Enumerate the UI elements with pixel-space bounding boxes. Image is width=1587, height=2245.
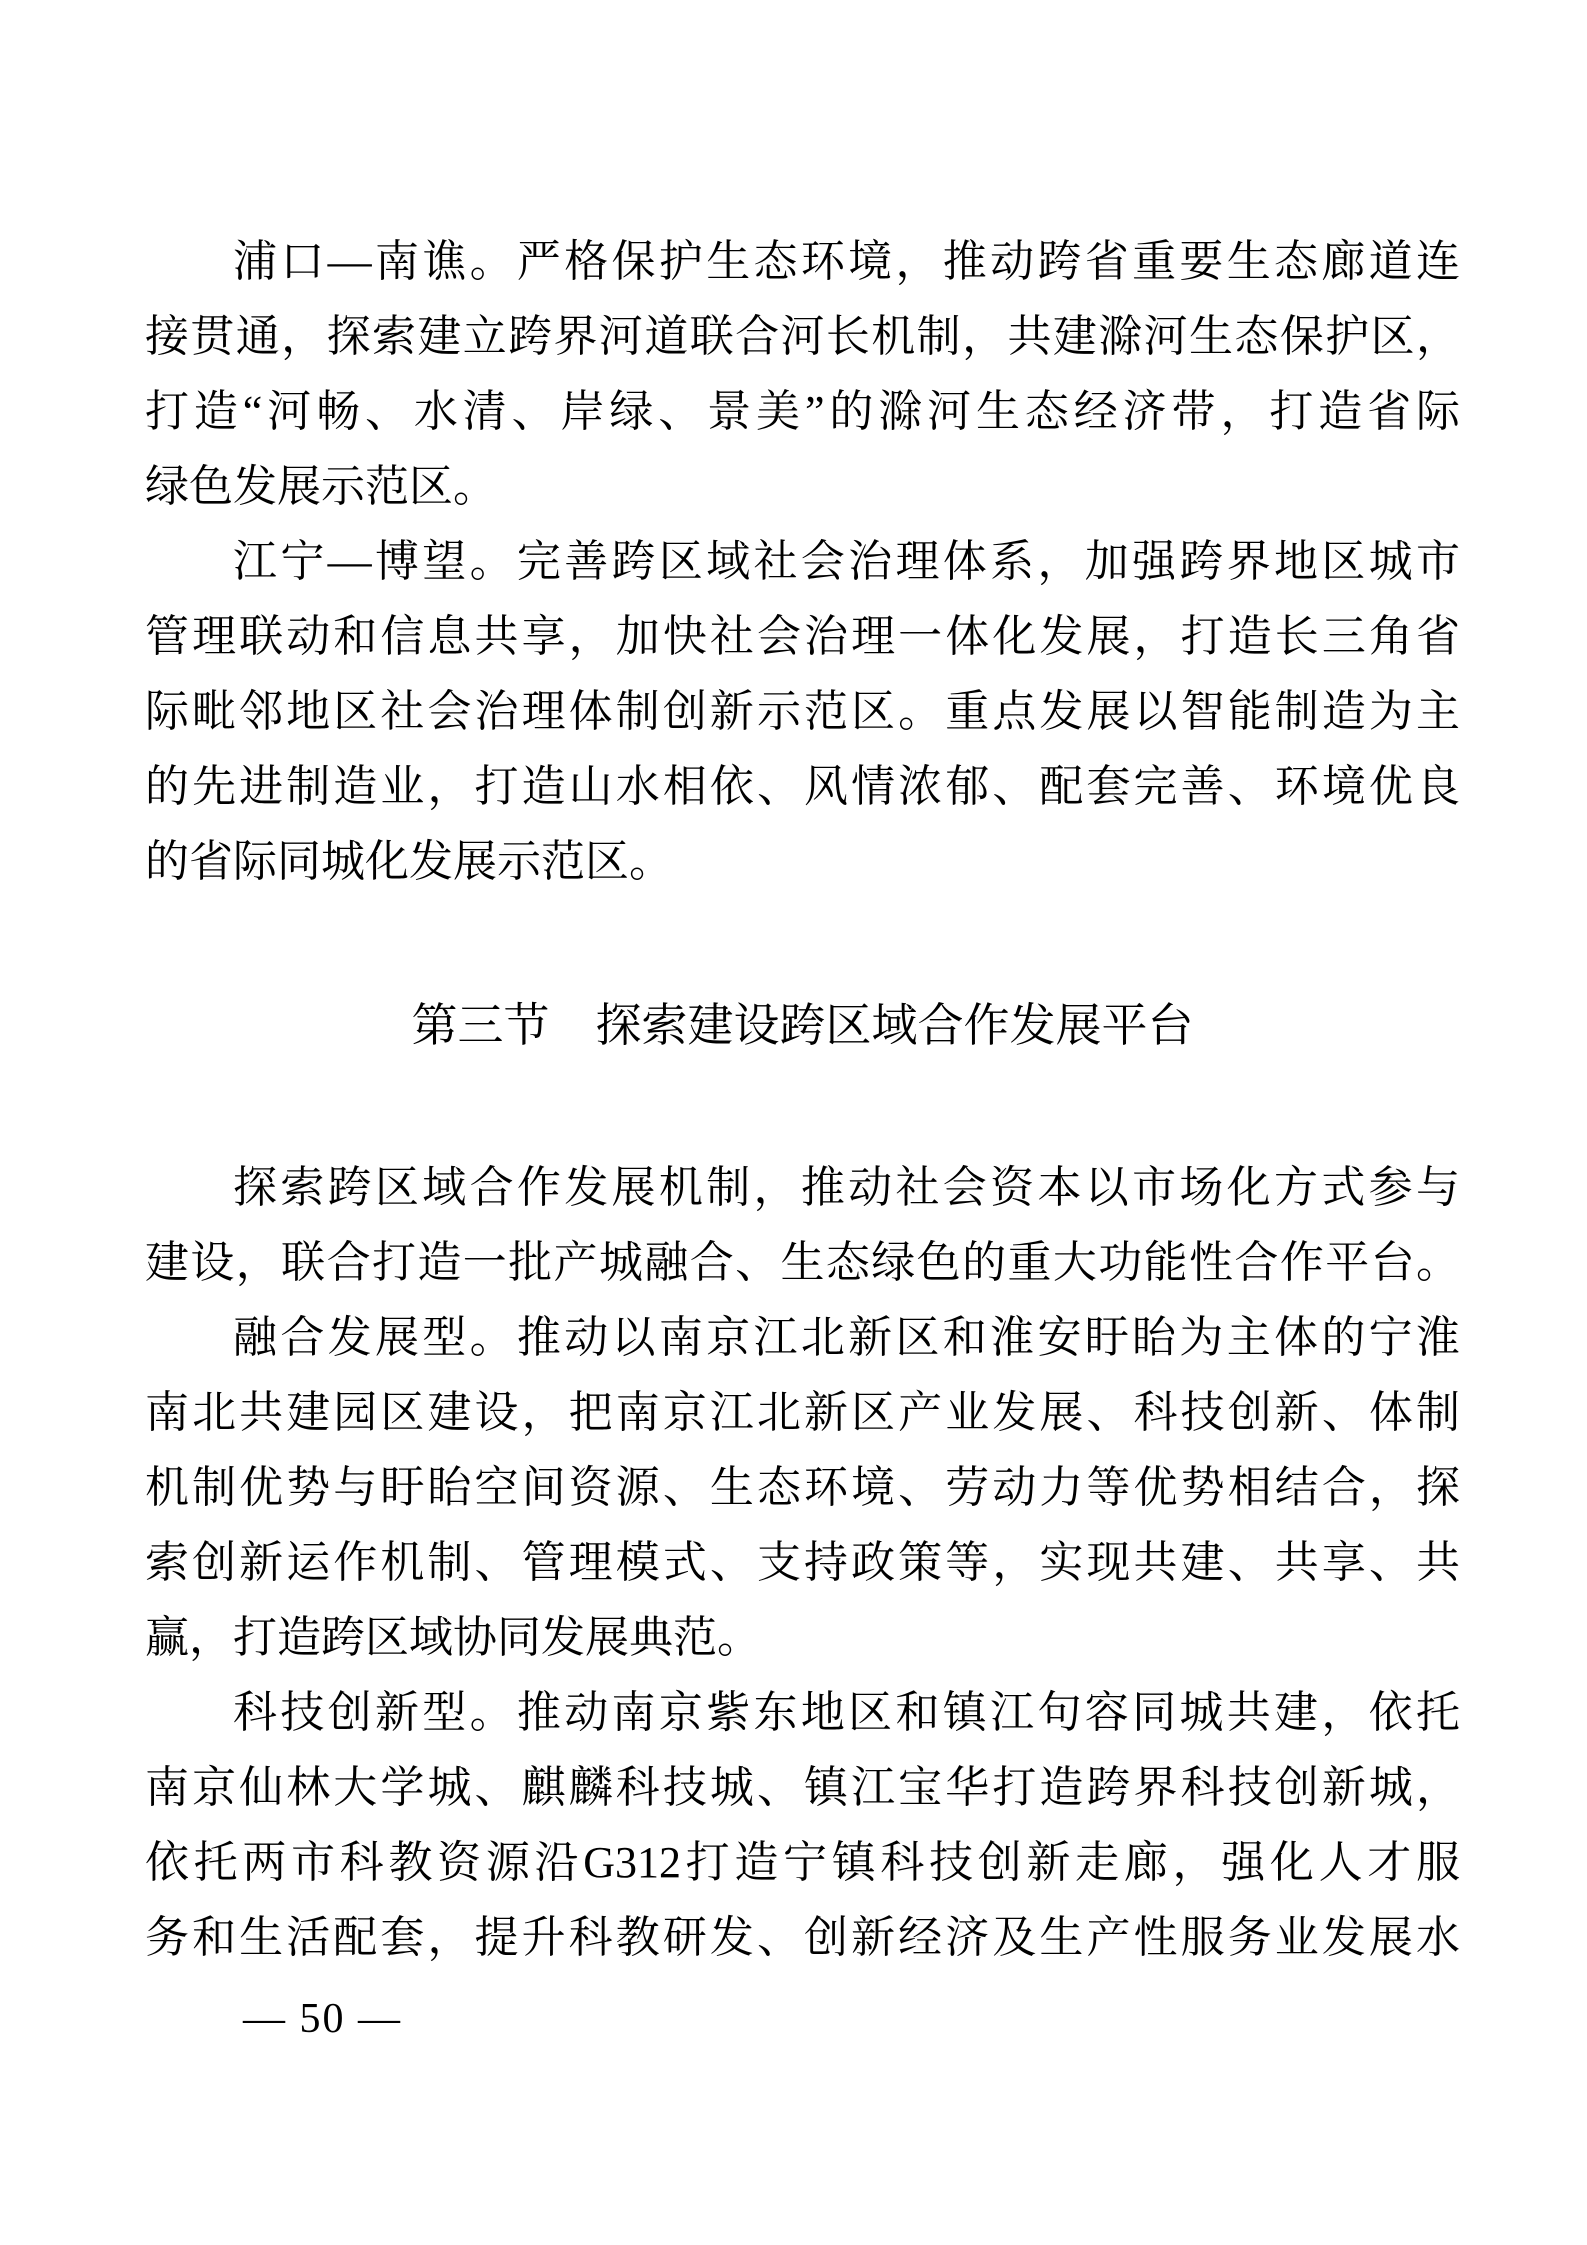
text-line: 机制优势与盱眙空间资源、生态环境、劳动力等优势相结合，探 [145, 1463, 1460, 1512]
text-line: 建设，联合打造一批产城融合、生态绿色的重大功能性合作平台。 [145, 1238, 1460, 1287]
text-line: 接贯通，探索建立跨界河道联合河长机制，共建滁河生态保护区， [145, 312, 1460, 361]
text-block [145, 224, 1460, 1975]
text-line: 赢，打造跨区域协同发展典范。 [145, 1613, 761, 1662]
paragraph-ronghe-fazhanxing [145, 1300, 1460, 1675]
text-line: 索创新运作机制、管理模式、支持政策等，实现共建、共享、共 [145, 1538, 1460, 1587]
text-line: 浦口—南谯。严格保护生态环境，推动跨省重要生态廊道连 [233, 237, 1460, 286]
text-line: 绿色发展示范区。 [145, 462, 497, 511]
text-line: 科技创新型。推动南京紫东地区和镇江句容同城共建，依托 [233, 1688, 1460, 1737]
text-line: 融合发展型。推动以南京江北新区和淮安盱眙为主体的宁淮 [233, 1313, 1460, 1362]
paragraph-keji-chuangxinxing [145, 1675, 1460, 1975]
page-number: — 50 — [243, 1996, 402, 2042]
text-line: 的省际同城化发展示范区。 [145, 837, 673, 886]
text-line: 南北共建园区建设，把南京江北新区产业发展、科技创新、体制 [145, 1388, 1460, 1437]
paragraph-jiangning-bowang [145, 524, 1460, 899]
text-line: 务和生活配套，提升科教研发、创新经济及生产性服务业发展水 [145, 1913, 1460, 1962]
text-line: 依托两市科教资源沿G312打造宁镇科技创新走廊，强化人才服 [145, 1838, 1460, 1887]
text-line: 南京仙林大学城、麒麟科技城、镇江宝华打造跨界科技创新城， [145, 1763, 1460, 1812]
text-line: 际毗邻地区社会治理体制创新示范区。重点发展以智能制造为主 [145, 687, 1460, 736]
text-line: 探索跨区域合作发展机制，推动社会资本以市场化方式参与 [233, 1163, 1460, 1212]
paragraph-pukou-nanqiao [145, 224, 1460, 524]
section-heading: 第三节 探索建设跨区域合作发展平台 [411, 1000, 1194, 1051]
text-line: 江宁—博望。完善跨区域社会治理体系，加强跨界地区城市 [233, 537, 1460, 586]
paragraph-explore-platform [145, 1150, 1460, 1300]
text-line: 打造“河畅、水清、岸绿、景美”的滁河生态经济带，打造省际 [145, 387, 1460, 436]
text-line: 管理联动和信息共享，加快社会治理一体化发展，打造长三角省 [145, 612, 1460, 661]
text-line: 的先进制造业，打造山水相依、风情浓郁、配套完善、环境优良 [145, 762, 1460, 811]
